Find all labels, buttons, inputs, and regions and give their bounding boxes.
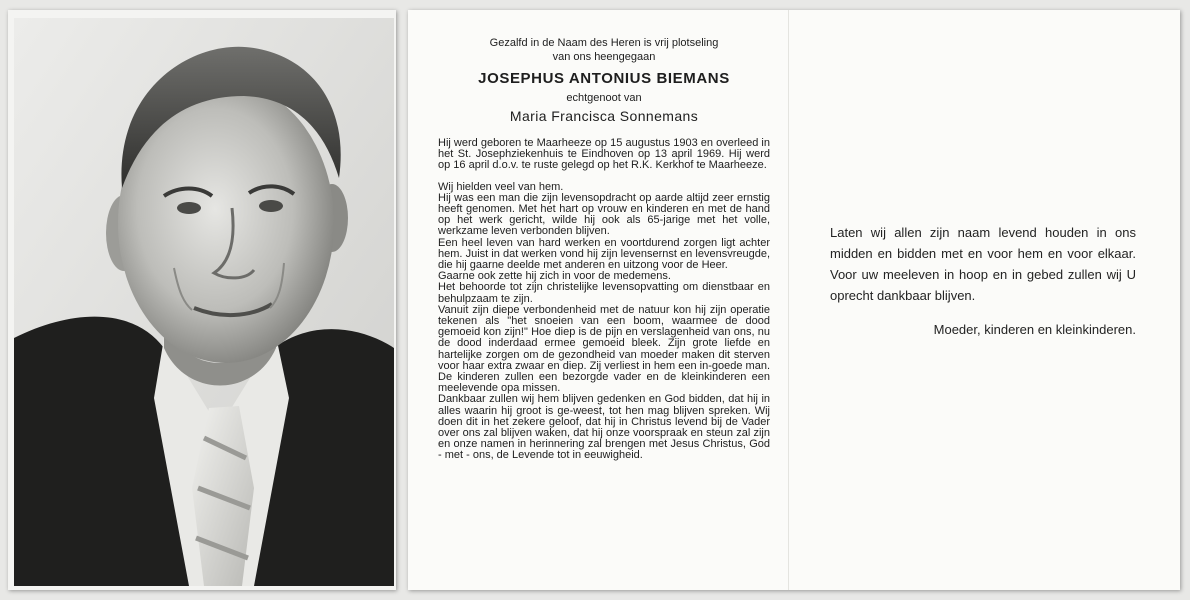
tribute-paragraph: Het behoorde tot zijn christelijke levensopvatting om dienstbaar en behulpzaam te zijn.	[438, 281, 770, 305]
card-fold	[788, 10, 789, 590]
opening-line-1: Gezalfd in de Naam des Heren is vrij plotseling	[489, 37, 719, 49]
spouse-label: echtgenoot van	[566, 92, 642, 104]
deceased-name: JOSEPHUS ANTONIUS BIEMANS	[478, 70, 730, 87]
signature-line: Moeder, kinderen en kleinkinderen.	[933, 322, 1136, 337]
opening-line-2: van ons heengegaan	[552, 51, 656, 63]
tribute-paragraph: Wij hielden veel van hem.	[438, 180, 564, 193]
closing-text: Laten wij allen zijn naam levend houden in ons midden en bidden met en voor hem en voor elkaar. Voor uw meeleven in hoop en in gebed zullen wij U oprecht dankbaar blijven.	[830, 225, 1136, 303]
left-page	[438, 36, 770, 462]
text-card	[408, 10, 1180, 590]
spouse-name: Maria Francisca Sonnemans	[509, 108, 699, 124]
tribute-paragraph: Vanuit zijn diepe verbondenheid met de natuur kon hij zijn operatie tekenen als "het snoeien van een boom, waarmee de dood gemoeid kon zijn!" Hoe diep is de pijn en verslagenheid van ons, nu de dood inderdaad ermee gemoeid bleek. Zijn grote liefde en hartelijke zorgen om de gezondheid van moeder maken dit sterven voor haar extra zwaar en diep. Zij verliest in hem een in-goede man.	[438, 303, 771, 372]
biography-paragraph: Hij werd geboren te Maarheeze op 15 augustus 1903 en overleed in het St. Josephziekenhuis te Eindhoven op 13 april 1969. Hij werd op 16 april d.o.v. te ruste gelegd op het R.K. Kerkhof te Maarheeze.	[438, 137, 770, 172]
tribute-paragraph: De kinderen zullen een bezorgde vader en de kleinkinderen een meelevende opa missen.	[438, 371, 770, 395]
tribute-paragraph: Dankbaar zullen wij hem blijven gedenken en God bidden, dat hij in alles waarin hij groot is ge-weest, tot hen mag blijven spreken. Wij doen dit in het zekere geloof, dat hij in Christus levend bij de Vader over ons zal blijven waken, dat hij onze voorspraak en steun zal zijn en onze namen in herinnering zal brengen met Jesus Christus, God - met - ons, de Levende tot in eeuwigheid.	[438, 393, 770, 462]
portrait-photo	[14, 18, 394, 586]
tribute-paragraph: Gaarne ook zette hij zich in voor de medemens.	[438, 270, 671, 283]
tribute-paragraph: Een heel leven van hard werken en voortdurend zorgen ligt achter hem. Juist in dat werken vond hij zijn levensernst en levensvreugde, die hij gaarne deelde met anderen en uitzong voor de Heer.	[438, 236, 770, 272]
tribute-text	[438, 182, 770, 462]
photo-card	[8, 10, 396, 590]
right-page	[830, 222, 1136, 340]
tribute-paragraph: Hij was een man die zijn levensopdracht op aarde altijd zeer ernstig heeft genomen. Met het hart op vrouw en kinderen en met de hand op het werk gericht, wilde hij ook als 65-jarige met het volle, werkzame leven verbonden blijven.	[438, 191, 770, 238]
